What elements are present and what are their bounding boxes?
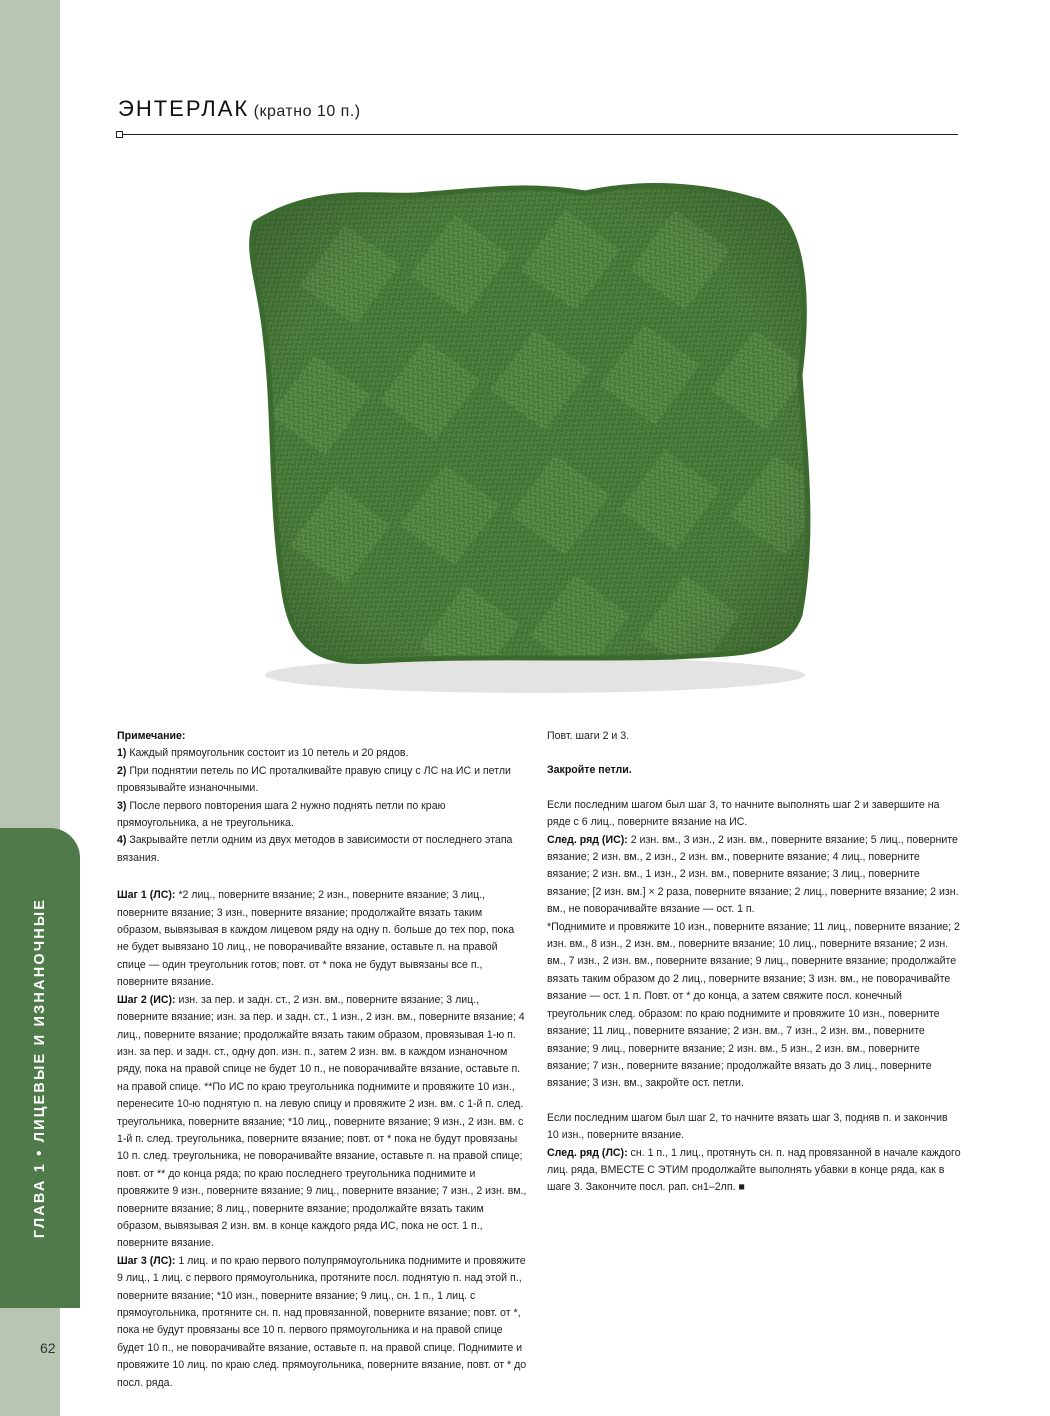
step-2: Шаг 2 (ИС): изн. за пер. и задн. ст., 2 изн. вм., поверните вязание; 3 лиц., поверните вязание; изн. за пер. и задн. ст., 1 изн., 2 изн. вм., поверните вязание; 4 лиц., поверните вязание; продолжайте вязать таким образом, провязывая 1-ю п. изн. за пер. и задн. ст., одну доп. изн. п., затем 2 изн. вм. в каждом изнаночном ряду, пока на правой спице не будет 10 п., не поворачивайте вязание, оставьте п. на правой спице. **По ИС по краю треугольника поднимите и провяжите 10 изн., перенесите 10-ю поднятую п. на левую спицу и провяжите 2 изн. вм. с 1-й п. след. треугольника, поверните вязание; *10 лиц., поверните вязание; 9 изн., 2 изн. вм. с 1-й п. след. треугольника, поверните вязание; повт. от * пока не будут провязаны 10 п. след. треугольника, не поворачивайте вязание, оставьте п. на правой спице; повт. от ** до конца ряда; по краю последнего треугольника поднимите и провяжите 9 изн., поверните вязание; 9 лиц., поверните вязание; 7 изн., 2 изн. вм., поверните вязание; 8 лиц., поверните вязание; продолжайте вязать таким образом, вывязывая 2 изн. вм. в конце каждого ряда ИС, пока не ост. 1 п., поверните вязание. bbox=[117, 993, 527, 1250]
title-rule-cap bbox=[116, 131, 123, 138]
page-title bbox=[118, 96, 361, 122]
right-column bbox=[547, 728, 962, 1197]
note-item: 4) Закрывайте петли одним из двух методов в зависимости от последнего этапа вязания. bbox=[117, 834, 513, 864]
note-item: 3) После первого повторения шага 2 нужно поднять петли по краю прямоугольника, а не треугольника. bbox=[117, 799, 446, 830]
note-item: 2) При поднятии петель по ИС проталкивайте правую спицу с ЛС на ИС и петли провязывайте изнаночными. bbox=[117, 764, 511, 795]
bindoff-row-1: След. ряд (ИС): 2 изн. вм., 3 изн., 2 изн. вм., поверните вязание; 5 лиц., поверните вязание; 2 изн. вм., 2 изн., 2 изн. вм., поверните вязание; 4 лиц., поверните вязание; 2 изн. вм., 1 изн., 2 изн. вм., поверните вязание; 3 лиц., поверните вязание; [2 изн. вм.] × 2 раза, поверните вязание; 2 лиц., поверните вязание; 2 изн. вм., не поворачивайте вязание — ост. 1 п. bbox=[547, 833, 959, 916]
entrelac-swatch-image bbox=[225, 155, 835, 710]
note-item: 1) Каждый прямоугольник состоит из 10 петель и 20 рядов. bbox=[117, 747, 409, 760]
title-main: ЭНТЕРЛАК bbox=[118, 96, 250, 121]
bindoff-row-1-cont: *Поднимите и провяжите 10 изн., поверните вязание; 11 лиц., поверните вязание; 2 изн. вм., 8 изн., 2 изн. вм., поверните вязание; 10 лиц., поверните вязание; 2 изн. вм., 7 изн., 2 изн. вм., поверните вязание; 9 лиц., поверните вязание; продолжайте вязать таким образом до 2 лиц., поверните вязание; 3 изн. вм., не поворачивайте вязание — ост. 1 п. Повт. от * до конца, а затем свяжите посл. конечный треугольник след. образом: по краю поднимите и провяжите 10 изн., поверните вязание; 11 лиц., поверните вязание; 2 изн. вм., 7 изн., 2 изн. вм., поверните вязание; 9 лиц., поверните вязание; 2 изн. вм., 5 изн., 2 изн. вм., поверните вязание; 7 изн., поверните вязание; продолжайте вязать до 3 лиц., поверните вязание; 3 изн. вм., закройте ост. петли. bbox=[547, 920, 960, 1090]
bindoff-row-2: След. ряд (ЛС): сн. 1 п., 1 лиц., протянуть сн. п. над провязанной в начале каждого лиц. ряда, ВМЕСТЕ С ЭТИМ продолжайте выполнять убавки в конце ряда, как в шаге 3. Закончите посл. рап. сн1–2лп. ■ bbox=[547, 1146, 961, 1194]
title-rule bbox=[118, 134, 958, 135]
bindoff-para-1: Если последним шагом был шаг 3, то начните выполнять шаг 2 и завершите на ряде с 6 лиц., поверните вязание на ИС. bbox=[547, 798, 940, 829]
repeat-note: Повт. шаги 2 и 3. bbox=[547, 730, 630, 742]
bindoff-para-2: Если последним шагом был шаг 2, то начните вязать шаг 3, подняв п. и закончив 10 изн., поверните вязание. bbox=[547, 1111, 948, 1142]
bindoff-heading: Закройте петли. bbox=[547, 764, 632, 777]
left-column bbox=[117, 728, 527, 1392]
step-1: Шаг 1 (ЛС): *2 лиц., поверните вязание; 2 изн., поверните вязание; 3 лиц., поверните вязание; 3 изн., поверните вязание; продолжайте вязать таким образом, вывязывая в каждом лицевом ряду на одну п. больше до тех пор, пока не будет вывязано 10 лиц., не поворачивайте вязание, оставьте п. на правой спице — один треугольник готов; повт. от * пока не будут вывязаны все п., поверните вязание. bbox=[117, 889, 515, 989]
note-heading: Примечание: bbox=[117, 730, 186, 742]
chapter-label: ГЛАВА 1 • ЛИЦЕВЫЕ И ИЗНАНОЧНЫЕ bbox=[32, 897, 48, 1239]
page-number: 62 bbox=[40, 1340, 56, 1356]
title-subtitle: (кратно 10 п.) bbox=[253, 103, 361, 120]
step-3: Шаг 3 (ЛС): 1 лиц. и по краю первого полупрямоугольника поднимите и провяжите 9 лиц., 1 лиц. с первого прямоугольника, протяните посл. поднятую п. над этой п., поверните вязание; *10 изн., поверните вязание; 9 лиц., сн. 1 п., 1 лиц. с прямоугольника, протяните сн. п. над провязанной, поверните вязание; повт. от *, пока не будут провязаны все 10 п. первого прямоугольника и на правой спице будет 10 п., не поворачивайте вязание, оставьте п. на правой спице. Поднимите и провяжите 10 лиц. по краю след. прямоугольника, поверните вязание, повт. от * до посл. ряда. bbox=[117, 1254, 527, 1389]
